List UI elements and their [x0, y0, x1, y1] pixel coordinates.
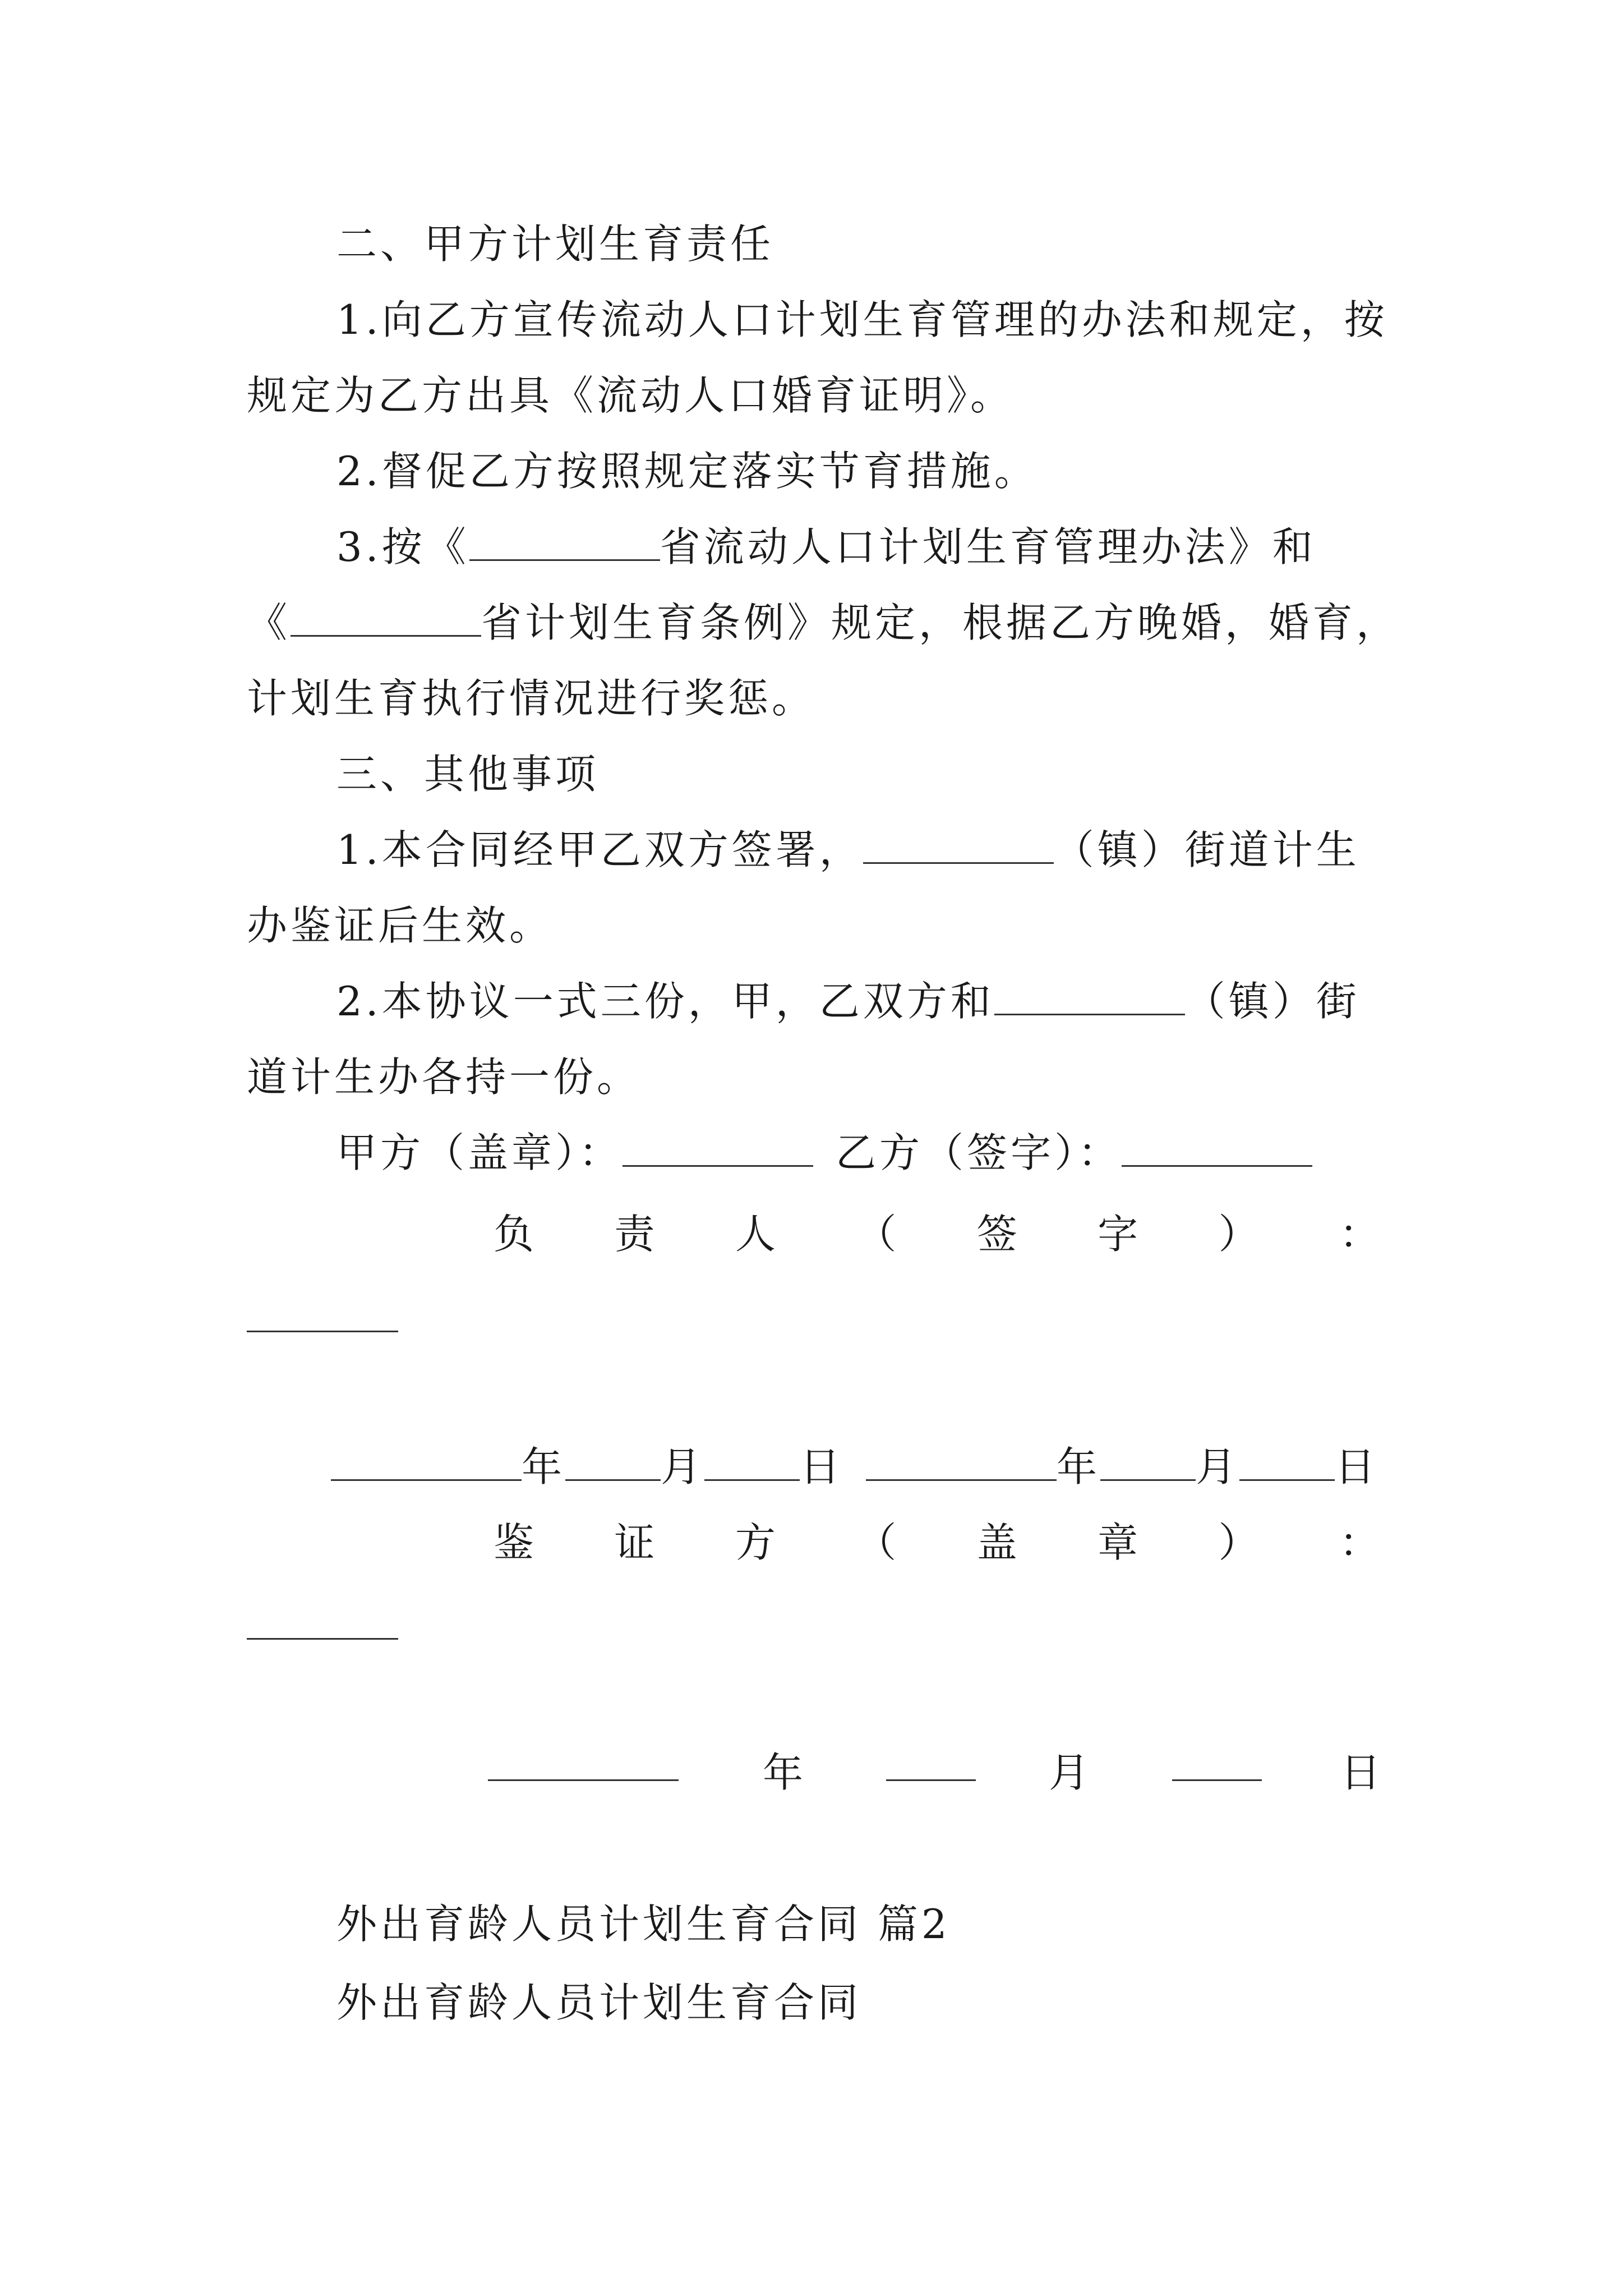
next-contract-title: 外出育龄人员计划生育合同 篇2 — [336, 1901, 951, 1948]
party-a-label: 甲方（盖章）： — [336, 1129, 623, 1176]
year-blank-a[interactable] — [331, 1444, 522, 1481]
day-blank-c[interactable] — [1172, 1779, 1262, 1781]
year-blank-b[interactable] — [866, 1444, 1057, 1481]
responsible-person-label — [494, 1206, 1380, 1262]
year-blank-c[interactable] — [488, 1779, 679, 1781]
section2-item3-line1 — [336, 519, 1380, 575]
month-blank-a[interactable] — [565, 1444, 661, 1481]
day-label-b: 日 — [1335, 1443, 1379, 1490]
responsible-char: （ — [856, 1211, 897, 1258]
date-line-1 — [331, 1439, 1379, 1495]
date-line-2 — [488, 1745, 1380, 1801]
party-a-seal-blank[interactable] — [623, 1130, 813, 1167]
verifier-char: 盖 — [976, 1519, 1017, 1566]
section2-item3-line2 — [247, 595, 1400, 651]
section3-item2-text: 2.本协议一式三份，甲，乙双方和 — [336, 978, 994, 1025]
province-blank-2[interactable] — [291, 600, 481, 637]
section3-item1-line2: 办鉴证后生效。 — [247, 902, 554, 949]
day-label-a: 日 — [800, 1443, 844, 1490]
verifier-char: ） — [1218, 1519, 1259, 1566]
responsible-char: ： — [1339, 1211, 1380, 1258]
section2-item3-text: 省流动人口计划生育管理办法》和 — [660, 523, 1316, 570]
month-label-c: 月 — [1049, 1749, 1090, 1796]
party-signature-line — [336, 1125, 1380, 1181]
section2-item2: 2.督促乙方按照规定落实节育措施。 — [336, 448, 1038, 495]
responsible-char: 责 — [614, 1211, 655, 1258]
verifier-char: 方 — [735, 1519, 776, 1566]
verifier-char: （ — [856, 1519, 897, 1566]
year-label-b: 年 — [1057, 1443, 1101, 1490]
responsible-sign-blank[interactable] — [247, 1331, 398, 1332]
section2-item3-prefix: 3.按《 — [336, 523, 469, 570]
section3-item1-text: 1.本合同经甲乙双方签署， — [336, 826, 863, 873]
section2-item1-line1: 1.向乙方宣传流动人口计划生育管理的办法和规定，按 — [336, 296, 1388, 343]
verifier-seal-blank[interactable] — [247, 1638, 398, 1640]
section3-item2-line2: 道计生办各持一份。 — [247, 1053, 641, 1101]
party-b-label: 乙方（签字）： — [836, 1129, 1122, 1176]
verifier-char: 章 — [1098, 1519, 1138, 1566]
month-blank-c[interactable] — [886, 1779, 976, 1781]
month-blank-b[interactable] — [1100, 1444, 1196, 1481]
responsible-char: 签 — [976, 1211, 1017, 1258]
town-blank-2[interactable] — [994, 979, 1185, 1015]
section2-heading: 二、甲方计划生育责任 — [336, 220, 774, 268]
responsible-char: 字 — [1098, 1211, 1138, 1258]
section3-item2-text2: （镇）街 — [1184, 978, 1360, 1025]
section2-item3-open-bracket: 《 — [247, 599, 291, 646]
town-blank-1[interactable] — [863, 827, 1054, 864]
day-blank-a[interactable] — [704, 1444, 800, 1481]
day-blank-b[interactable] — [1239, 1444, 1335, 1481]
responsible-char: 负 — [494, 1211, 534, 1258]
party-b-sign-blank[interactable] — [1122, 1130, 1312, 1167]
section3-heading: 三、其他事项 — [336, 751, 600, 798]
responsible-char: ） — [1218, 1211, 1259, 1258]
section3-item2-line1 — [336, 973, 1380, 1029]
verifier-char: ： — [1339, 1519, 1380, 1566]
section2-item1-line2: 规定为乙方出具《流动人口婚育证明》。 — [247, 372, 1015, 419]
section3-item1-line1 — [336, 822, 1380, 878]
year-label-c: 年 — [763, 1749, 804, 1796]
verifier-label — [494, 1515, 1380, 1571]
section3-item1-text2: （镇）街道计生 — [1053, 826, 1360, 873]
month-label-a: 月 — [661, 1443, 705, 1490]
province-blank-1[interactable] — [469, 524, 660, 561]
month-label-b: 月 — [1196, 1443, 1240, 1490]
section2-item3-line3: 计划生育执行情况进行奖惩。 — [247, 675, 816, 722]
responsible-char: 人 — [735, 1211, 776, 1258]
year-label-a: 年 — [522, 1443, 566, 1490]
day-label-c: 日 — [1340, 1749, 1381, 1796]
next-contract-subtitle: 外出育龄人员计划生育合同 — [336, 1979, 862, 2026]
section2-item3-text2: 省计划生育条例》规定，根据乙方晚婚，婚育， — [481, 599, 1400, 646]
verifier-char: 鉴 — [494, 1519, 534, 1566]
verifier-char: 证 — [614, 1519, 655, 1566]
